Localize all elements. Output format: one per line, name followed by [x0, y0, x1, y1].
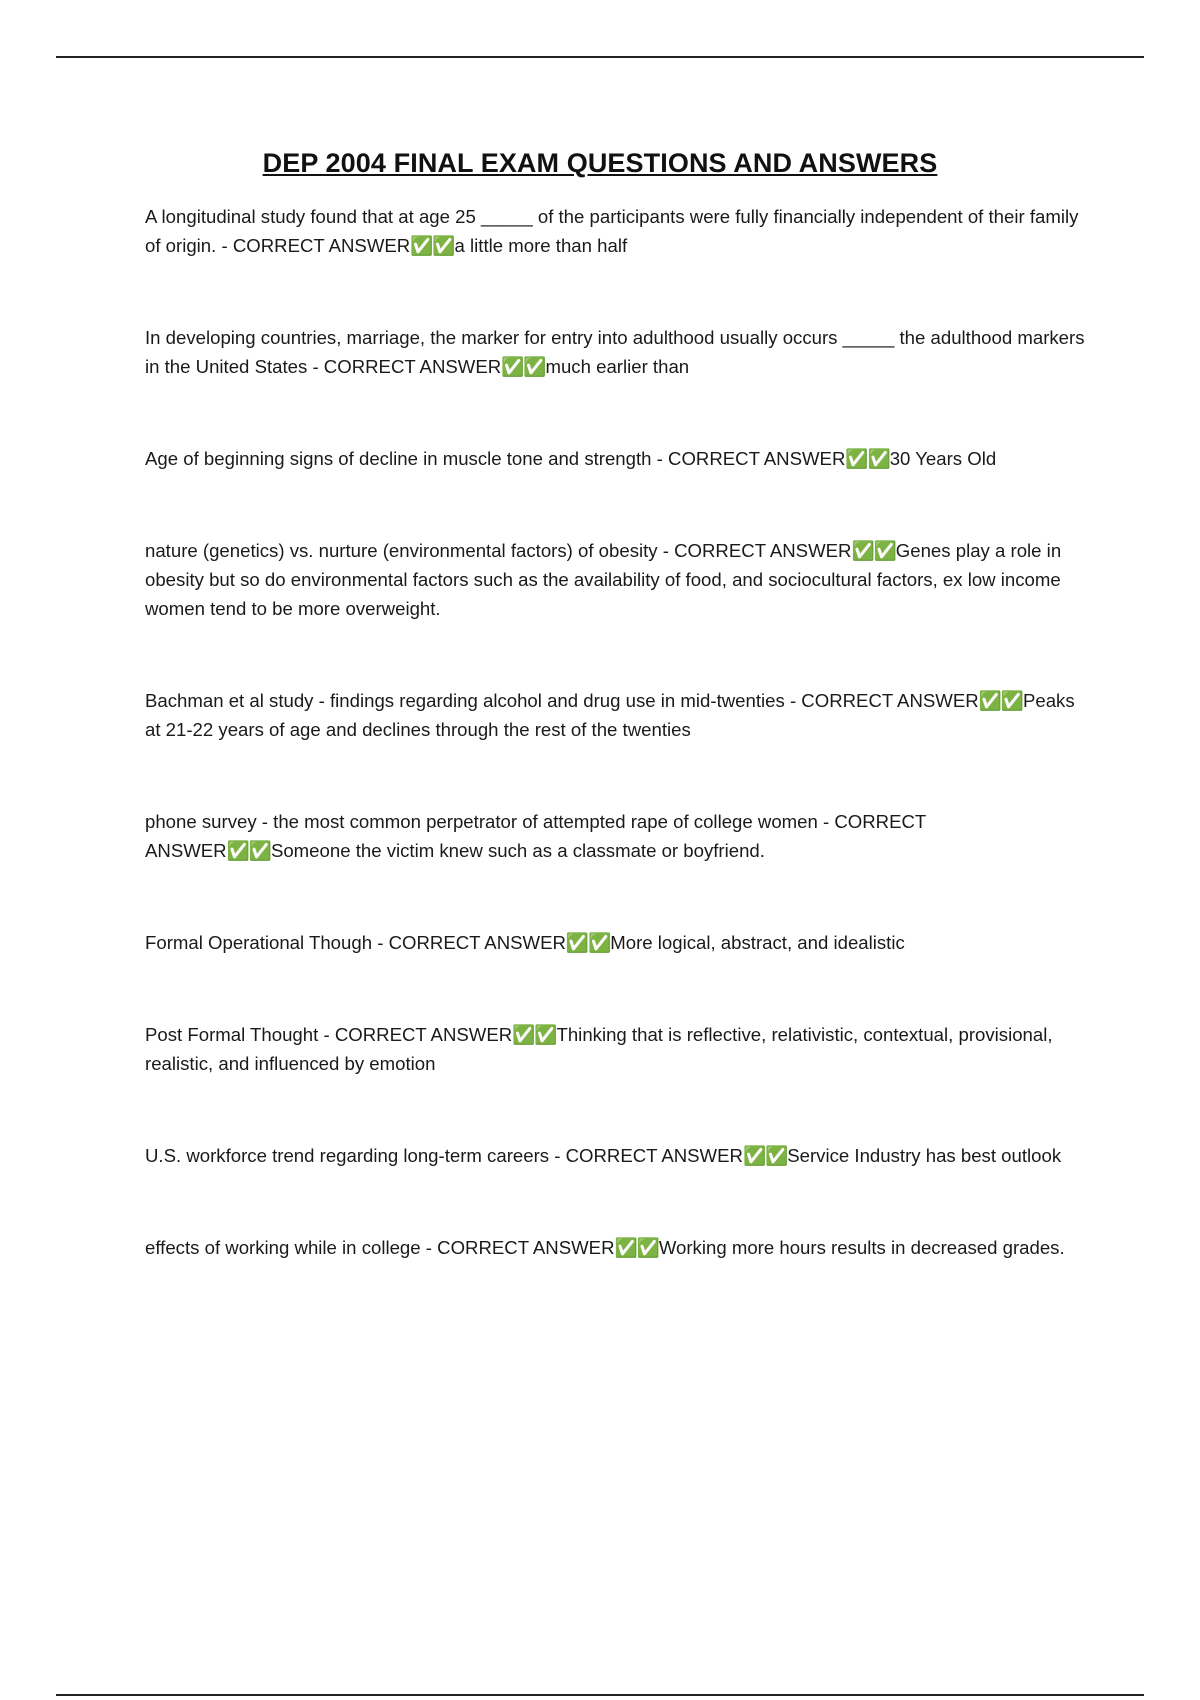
- bottom-rule: [56, 1694, 1144, 1696]
- question-text: Formal Operational Though: [145, 932, 373, 953]
- qa-item: [145, 444, 1090, 473]
- answer-text: Genes play a role in obesity but so do environmental factors such as the availability of food, and sociocultural factors, ex low income women tend to be more overweight.: [145, 540, 1062, 619]
- answer-label: - CORRECT ANSWER: [145, 811, 926, 861]
- answer-text: much earlier than: [545, 356, 690, 377]
- qa-item: [145, 928, 1090, 957]
- question-text: A longitudinal study found that at age 25 _____ of the participants were fully financially independent of their family of origin.: [145, 206, 1079, 256]
- top-rule: [56, 56, 1144, 58]
- answer-text: Service Industry has best outlook: [787, 1145, 1062, 1166]
- answer-label: - CORRECT ANSWER: [216, 235, 411, 256]
- answer-text: More logical, abstract, and idealistic: [610, 932, 905, 953]
- answer-text: a little more than half: [454, 235, 628, 256]
- double-check-icon: ✅✅: [845, 448, 890, 469]
- question-text: Post Formal Thought: [145, 1024, 319, 1045]
- question-text: In developing countries, marriage, the marker for entry into adulthood usually occurs _____ the adulthood markers in the United States: [145, 327, 1085, 377]
- double-check-icon: ✅✅: [565, 932, 611, 953]
- answer-label: - CORRECT ANSWER: [372, 932, 566, 953]
- answer-text: Thinking that is reflective, relativistic, contextual, provisional, realistic, and influenced by emotion: [145, 1024, 1053, 1074]
- answer-label: - CORRECT ANSWER: [318, 1024, 513, 1045]
- double-check-icon: ✅✅: [501, 356, 546, 377]
- qa-item: [145, 1233, 1090, 1262]
- document-title: DEP 2004 FINAL EXAM QUESTIONS AND ANSWERS: [262, 148, 938, 178]
- double-check-icon: ✅✅: [978, 690, 1023, 711]
- question-text: nature (genetics) vs. nurture (environmental factors) of obesity: [145, 540, 658, 561]
- answer-text: Someone the victim knew such as a classmate or boyfriend.: [270, 840, 765, 861]
- double-check-icon: ✅✅: [851, 540, 896, 561]
- double-check-icon: ✅✅: [512, 1024, 557, 1045]
- qa-item: [145, 323, 1090, 381]
- double-check-icon: ✅✅: [742, 1145, 788, 1166]
- answer-label: - CORRECT ANSWER: [307, 356, 502, 377]
- double-check-icon: ✅✅: [410, 235, 455, 256]
- question-text: effects of working while in college: [145, 1237, 421, 1258]
- qa-list: [145, 202, 1090, 1325]
- answer-text: Working more hours results in decreased grades.: [658, 1237, 1065, 1258]
- answer-label: - CORRECT ANSWER: [420, 1237, 615, 1258]
- question-text: Bachman et al study - findings regarding alcohol and drug use in mid-twenties: [145, 690, 785, 711]
- double-check-icon: ✅✅: [226, 840, 271, 861]
- qa-item: [145, 1020, 1090, 1078]
- double-check-icon: ✅✅: [614, 1237, 659, 1258]
- qa-item: [145, 536, 1090, 623]
- answer-text: 30 Years Old: [889, 448, 997, 469]
- qa-item: [145, 1141, 1090, 1170]
- qa-item: [145, 686, 1090, 744]
- question-text: U.S. workforce trend regarding long-term careers: [145, 1145, 550, 1166]
- answer-text: Peaks at 21-22 years of age and declines through the rest of the twenties: [145, 690, 1075, 740]
- answer-label: - CORRECT ANSWER: [657, 540, 852, 561]
- answer-label: - CORRECT ANSWER: [651, 448, 846, 469]
- question-text: Age of beginning signs of decline in muscle tone and strength: [145, 448, 652, 469]
- answer-label: - CORRECT ANSWER: [549, 1145, 743, 1166]
- qa-item: [145, 202, 1090, 260]
- qa-item: [145, 807, 1090, 865]
- answer-label: - CORRECT ANSWER: [784, 690, 979, 711]
- question-text: phone survey - the most common perpetrator of attempted rape of college women: [145, 811, 818, 832]
